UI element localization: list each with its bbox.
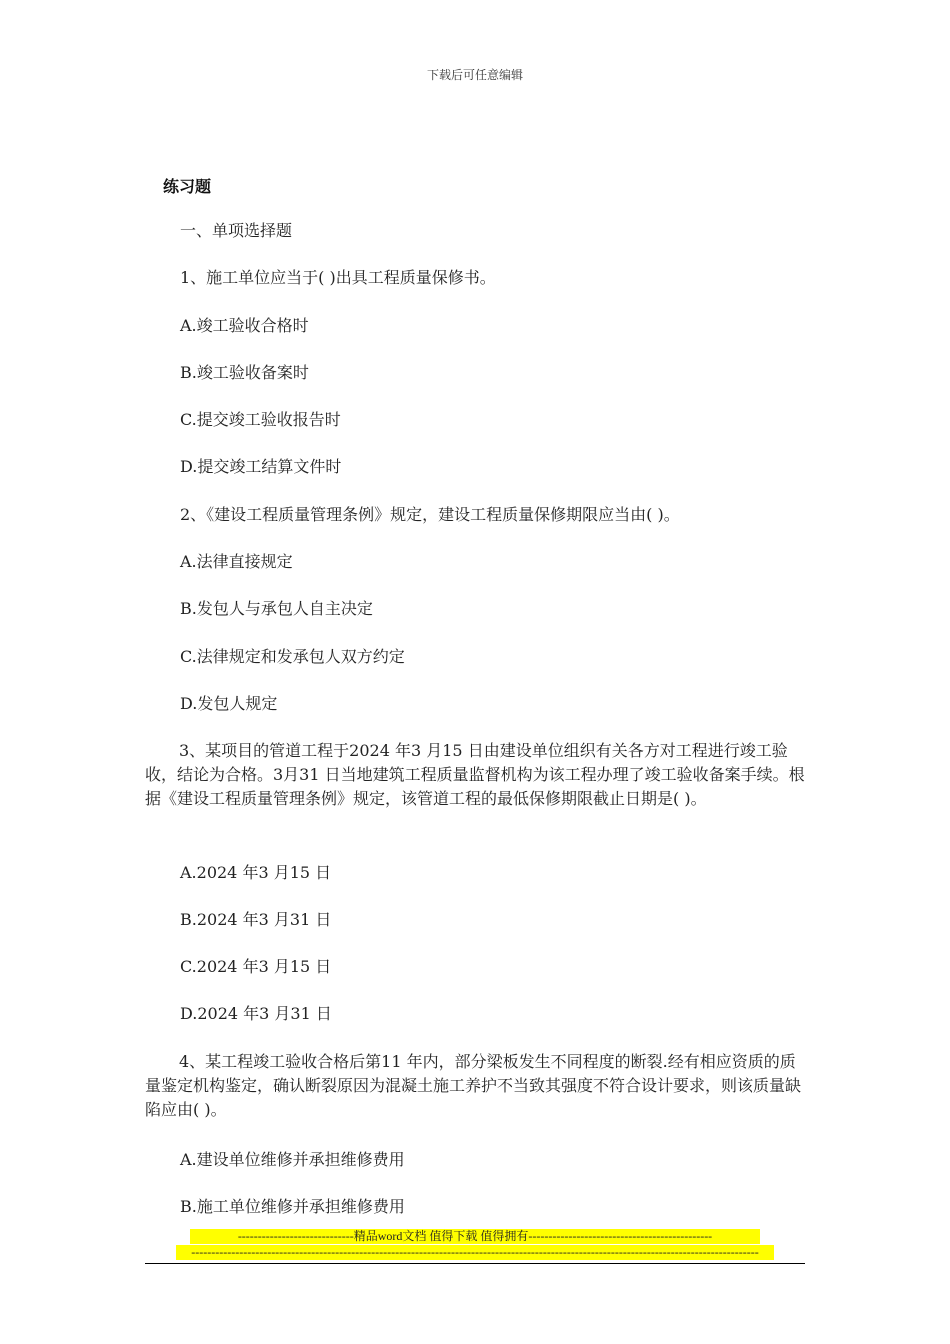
footer-rule — [145, 1263, 805, 1264]
header-note: 下载后可任意编辑 — [426, 68, 523, 82]
footer-banner-text-1: -----------------------------精品word文档 值得下载 值得拥有---------------------------------------------- — [190, 1229, 760, 1244]
section-heading: 一、单项选择题 — [180, 221, 293, 240]
question-2-option-a: A.法律直接规定 — [180, 552, 293, 571]
question-1-option-b: B.竣工验收备案时 — [180, 363, 309, 382]
question-1-option-d: D.提交竣工结算文件时 — [180, 457, 342, 476]
footer-banner-text-2: ---------------------------------------------------------------------------------------------------------------------------------------------- — [176, 1245, 774, 1260]
question-2-option-b: B.发包人与承包人自主决定 — [180, 599, 373, 618]
question-2-stem: 2、《建设工程质量管理条例》规定，建设工程质量保修期限应当由( )。 — [180, 505, 680, 524]
question-1-stem: 1、施工单位应当于( )出具工程质量保修书。 — [180, 268, 496, 287]
question-4-stem: 4、某工程竣工验收合格后第11 年内，部分梁板发生不同程度的断裂.经有相应资质的质量鉴定机构鉴定，确认断裂原因为混凝土施工养护不当致其强度不符合设计要求，则该质量缺陷应由( )。 — [145, 1052, 802, 1119]
question-2-option-d: D.发包人规定 — [180, 694, 278, 713]
question-3-stem: 3、某项目的管道工程于2024 年3 月15 日由建设单位组织有关各方对工程进行竣工验收，结论为合格。3月31 日当地建筑工程质量监督机构为该工程办理了竣工验收备案手续。根据《建设工程质量管理条例》规定，该管道工程的最低保修期限截止日期是( )。 — [145, 741, 805, 808]
question-3-option-b: B.2024 年3 月31 日 — [180, 910, 332, 929]
question-4-option-a: A.建设单位维修并承担维修费用 — [180, 1150, 405, 1169]
question-4-option-b: B.施工单位维修并承担维修费用 — [180, 1197, 405, 1216]
question-3-option-a: A.2024 年3 月15 日 — [180, 863, 332, 882]
footer-banner-line-2 — [0, 1245, 950, 1264]
question-3-option-d: D.2024 年3 月31 日 — [180, 1004, 332, 1023]
question-1-option-a: A.竣工验收合格时 — [180, 316, 309, 335]
question-1-option-c: C.提交竣工验收报告时 — [180, 410, 341, 429]
question-2-option-c: C.法律规定和发承包人双方约定 — [180, 647, 405, 666]
question-3-option-c: C.2024 年3 月15 日 — [180, 957, 332, 976]
document-title: 练习题 — [163, 177, 212, 196]
